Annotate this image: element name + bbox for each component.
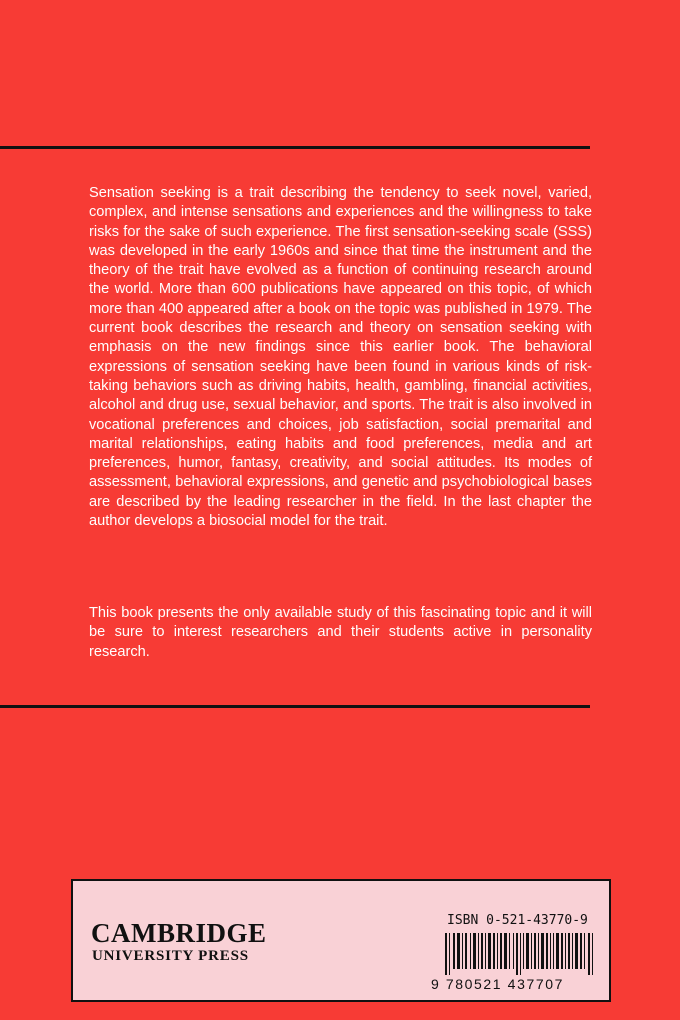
isbn-label: ISBN 0-521-43770-9 [447,913,588,928]
barcode-icon [445,933,597,975]
publisher-subname: UNIVERSITY PRESS [92,948,249,964]
publisher-box [71,879,611,1002]
publisher-logo [91,919,267,965]
bottom-divider-rule [0,705,590,708]
description-paragraph-1: Sensation seeking is a trait describing the tendency to seek novel, varied, complex, and intense sensations and experiences and the willingness to take risks for the sake of such experience. The first sensation-seeking scale (SSS) was developed in the early 1960s and since that time the instrument and the theory of the trait have evolved as a function of continuing research around the world. More than 600 publications have appeared on this topic, of which more than 400 appeared after a book on the topic was published in 1979. The current book describes the research and theory on sensation seeking with emphasis on the new findings since this earlier book. The behavioral expressions of sensation seeking have been found in various kinds of risk-taking behaviors such as driving habits, health, gambling, financial activities, alcohol and drug use, sexual behavior, and sports. The trait is also involved in vocational preferences and choices, job satisfaction, social premarital and marital relationships, eating habits and food preferences, media and art preferences, humor, fantasy, creativity, and social attitudes. Its modes of assessment, behavioral expressions, and genetic and psychobiological bases are described by the leading researcher in the field. In the last chapter the author develops a biosocial model for the trait. [89,185,592,530]
publisher-name: CAMBRIDGE [91,918,267,948]
description-paragraph-2: This book presents the only available study of this fascinating topic and it will be sure to interest researchers and their students active in personality research. [89,605,592,660]
barcode-digits: 9 780521 437707 [431,976,564,992]
top-divider-rule [0,146,590,149]
